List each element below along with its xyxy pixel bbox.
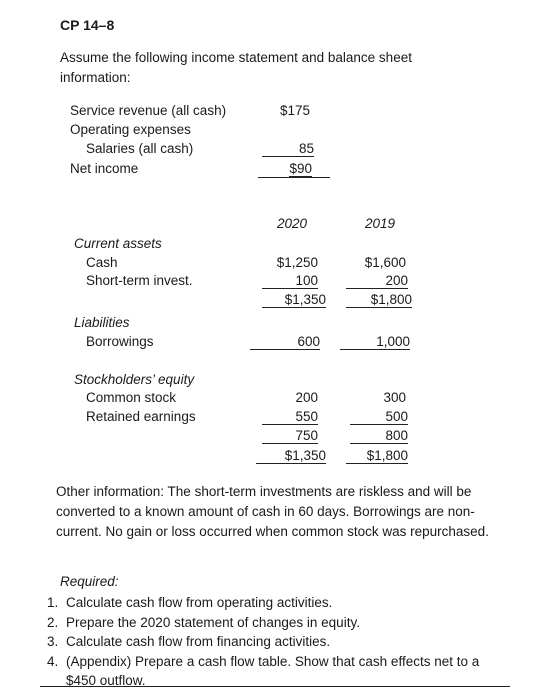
short-term-invest-2020: 100 bbox=[262, 273, 318, 289]
year-2019-header: 2019 bbox=[364, 216, 396, 231]
requirement-item: 1. Calculate cash flow from operating activities. bbox=[62, 593, 510, 613]
total-assets-2019: $1,800 bbox=[346, 292, 412, 308]
service-revenue-label: Service revenue (all cash) bbox=[70, 103, 227, 118]
net-income-value bbox=[258, 161, 330, 178]
requirement-item: 3. Calculate cash flow from financing activities. bbox=[62, 632, 510, 652]
common-stock-2020: 200 bbox=[295, 390, 318, 405]
other-information: Other information: The short-term investments are riskless and will be converted to a known amount of cash in 60 days. Borrowings are non-current. No gain or loss occurred when common stock was repurchased. bbox=[56, 484, 489, 539]
current-assets-heading: Current assets bbox=[74, 236, 162, 251]
liabilities-heading: Liabilities bbox=[74, 315, 130, 330]
net-income-label: Net income bbox=[70, 161, 139, 176]
retained-earnings-label: Retained earnings bbox=[86, 409, 196, 424]
bottom-rule bbox=[40, 686, 510, 687]
total-equity-2019: 800 bbox=[350, 428, 408, 444]
total-assets-2020: $1,350 bbox=[262, 292, 326, 308]
salaries-value: 85 bbox=[262, 141, 314, 157]
salaries-label: Salaries (all cash) bbox=[86, 141, 194, 156]
problem-title: CP 14–8 bbox=[60, 17, 115, 33]
year-2020-header: 2020 bbox=[276, 216, 308, 231]
retained-earnings-2020: 550 bbox=[262, 409, 318, 425]
total-equity-2020: 750 bbox=[262, 428, 318, 444]
net-income-amount: $90 bbox=[289, 161, 312, 176]
short-term-invest-2019: 200 bbox=[346, 273, 408, 289]
common-stock-label: Common stock bbox=[86, 390, 177, 405]
operating-expenses-label: Operating expenses bbox=[70, 122, 191, 137]
equity-heading: Stockholders’ equity bbox=[74, 372, 195, 387]
borrowings-2019: 1,000 bbox=[340, 334, 410, 350]
service-revenue-value: $175 bbox=[279, 103, 310, 118]
intro-text: Assume the following income statement and balance sheet information: bbox=[60, 50, 412, 85]
short-term-invest-label: Short-term invest. bbox=[86, 273, 193, 288]
cash-2019: $1,600 bbox=[364, 255, 406, 270]
borrowings-label: Borrowings bbox=[86, 334, 154, 349]
total-liabilities-equity-2019: $1,800 bbox=[346, 448, 408, 464]
requirement-item: 4. (Appendix) Prepare a cash flow table. Show that cash effects net to a $450 outflow. bbox=[62, 652, 510, 691]
requirement-item: 2. Prepare the 2020 statement of changes in equity. bbox=[62, 613, 510, 633]
required-heading: Required: bbox=[60, 574, 119, 589]
common-stock-2019: 300 bbox=[383, 390, 406, 405]
requirements-list bbox=[40, 593, 510, 691]
cash-label: Cash bbox=[86, 255, 118, 270]
total-liabilities-equity-2020: $1,350 bbox=[256, 448, 326, 464]
cash-2020: $1,250 bbox=[276, 255, 318, 270]
borrowings-2020: 600 bbox=[250, 334, 320, 350]
retained-earnings-2019: 500 bbox=[350, 409, 408, 425]
